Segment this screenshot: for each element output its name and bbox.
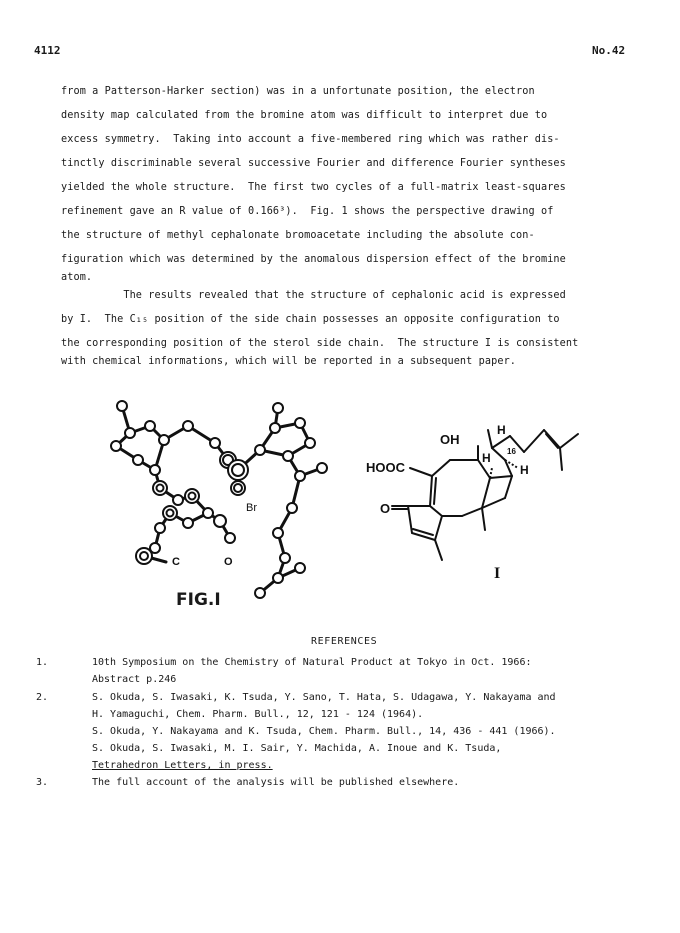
body-line: from a Patterson-Harker section) was in a unfortunate position, the electron <box>61 86 535 97</box>
body-line: excess symmetry. Taking into account a five-membered ring which was rather dis- <box>61 134 560 145</box>
structure-label-h3: H <box>520 463 529 477</box>
body-line: density map calculated from the bromine atom was difficult to interpret due to <box>61 110 548 121</box>
reference-line: Abstract p.246 <box>92 674 177 685</box>
reference-line: Tetrahedron Letters, in press. <box>92 760 273 771</box>
page-number: 4112 <box>34 44 61 57</box>
body-line: by I. The C₁₅ position of the side chain possesses an opposite configuration to <box>61 314 560 325</box>
body-line: with chemical informations, which will be reported in a subsequent paper. <box>61 356 517 367</box>
body-line: the corresponding position of the sterol side chain. The structure I is consistent <box>61 338 579 349</box>
structure-label-hooc: HOOC <box>366 460 405 475</box>
reference-line: H. Yamaguchi, Chem. Pharm. Bull., 12, 121 - 124 (1964). <box>92 709 424 720</box>
reference-line: S. Okuda, S. Iwasaki, K. Tsuda, Y. Sano, T. Hata, S. Udagawa, Y. Nakayama and <box>92 692 556 703</box>
figure-caption: FIG.I <box>176 590 221 610</box>
structure-label-c16: 16 <box>507 447 516 456</box>
body-line: refinement gave an R value of 0.166³). Fig. 1 shows the perspective drawing of <box>61 206 554 217</box>
reference-number: 2. <box>36 692 49 703</box>
structure-label-o: O <box>380 501 391 516</box>
structure-label-h1: H <box>497 423 506 437</box>
body-line: The results revealed that the structure of cephalonic acid is expressed <box>61 290 566 301</box>
figure <box>100 388 600 618</box>
body-line: atom. <box>61 272 93 283</box>
structure-label-roman-I: I <box>494 565 501 582</box>
issue-number: No.42 <box>592 44 626 57</box>
body-line: figuration which was determined by the anomalous dispersion effect of the bromine <box>61 254 566 265</box>
structure-label-h2: H <box>482 451 491 465</box>
atom-label-br: Br <box>246 502 257 514</box>
structure-formula-I <box>100 388 600 618</box>
reference-line: The full account of the analysis will be published elsewhere. <box>92 777 460 788</box>
body-line: yielded the whole structure. The first two cycles of a full-matrix least-squares <box>61 182 566 193</box>
reference-number: 3. <box>36 777 49 788</box>
body-line: tinctly discriminable several successive Fourier and difference Fourier syntheses <box>61 158 566 169</box>
structure-label-oh: OH <box>440 432 460 447</box>
reference-line: 10th Symposium on the Chemistry of Natural Product at Tokyo in Oct. 1966: <box>92 657 532 668</box>
references-title: REFERENCES <box>311 636 378 647</box>
reference-number: 1. <box>36 657 49 668</box>
atom-label-c: C <box>172 556 180 568</box>
body-line: the structure of methyl cephalonate bromoacetate including the absolute con- <box>61 230 535 241</box>
reference-line: S. Okuda, S. Iwasaki, M. I. Sair, Y. Machida, A. Inoue and K. Tsuda, <box>92 743 502 754</box>
reference-line: S. Okuda, Y. Nakayama and K. Tsuda, Chem. Pharm. Bull., 14, 436 - 441 (1966). <box>92 726 556 737</box>
atom-label-o: O <box>224 556 233 568</box>
